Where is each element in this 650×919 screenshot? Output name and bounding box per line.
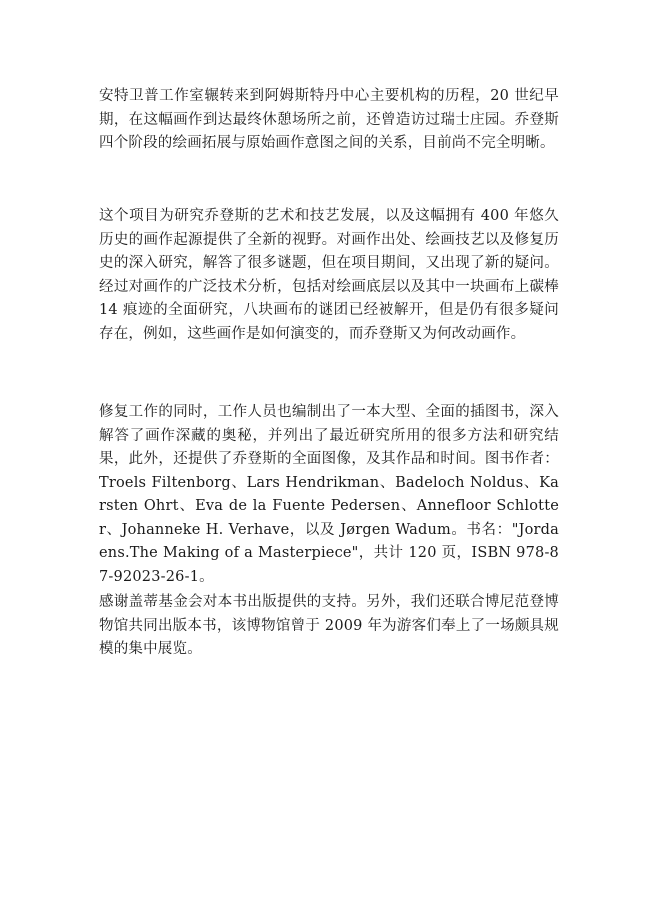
paragraph-research-project: 这个项目为研究乔登斯的艺术和技艺发展，以及这幅拥有 400 年悠久历史的画作起源提供了全新的视野。对画作出处、绘画技艺以及修复历史的深入研究，解答了很多谜题，但在项目期间，又出现了新的疑问。经过对画作的广泛技术分析，包括对绘画底层以及其中一块画布上碳棒 14 痕迹的全面研究，八块画布的谜团已经被解开，但是仍有很多疑问存在，例如，这些画作是如何演变的，而乔登斯又为何改动画作。 (99, 208, 559, 342)
paragraph-book-info: 修复工作的同时，工作人员也编制出了一本大型、全面的插图书，深入解答了画作深藏的奥秘，并列出了最近研究所用的很多方法和研究结果，此外，还提供了乔登斯的全面图像，及其作品和时间。图书作者：Troels Filtenborg、Lars Hendrikman、Badeloch Noldus、Karsten Ohrt、Eva de la Fuente Pedersen、Annefloor Schlotter、Johanneke H. Verhave，以及 Jørgen Wadum。书名："Jordaens.The Making of a Masterpiece"，共计 120 页，ISBN 978-87-92023-26-1。 (99, 404, 559, 585)
paragraph-history: 安特卫普工作室辗转来到阿姆斯特丹中心主要机构的历程，20 世纪早期，在这幅画作到达最终休憩场所之前，还曾造访过瑞士庄园。乔登斯四个阶段的绘画拓展与原始画作意图之间的关系，目前尚不完全明晰。 (99, 88, 559, 151)
paragraph-acknowledgement: 感谢盖蒂基金会对本书出版提供的支持。另外，我们还联合博尼范登博物馆共同出版本书，该博物馆曾于 2009 年为游客们奉上了一场颇具规模的集中展览。 (99, 594, 559, 657)
